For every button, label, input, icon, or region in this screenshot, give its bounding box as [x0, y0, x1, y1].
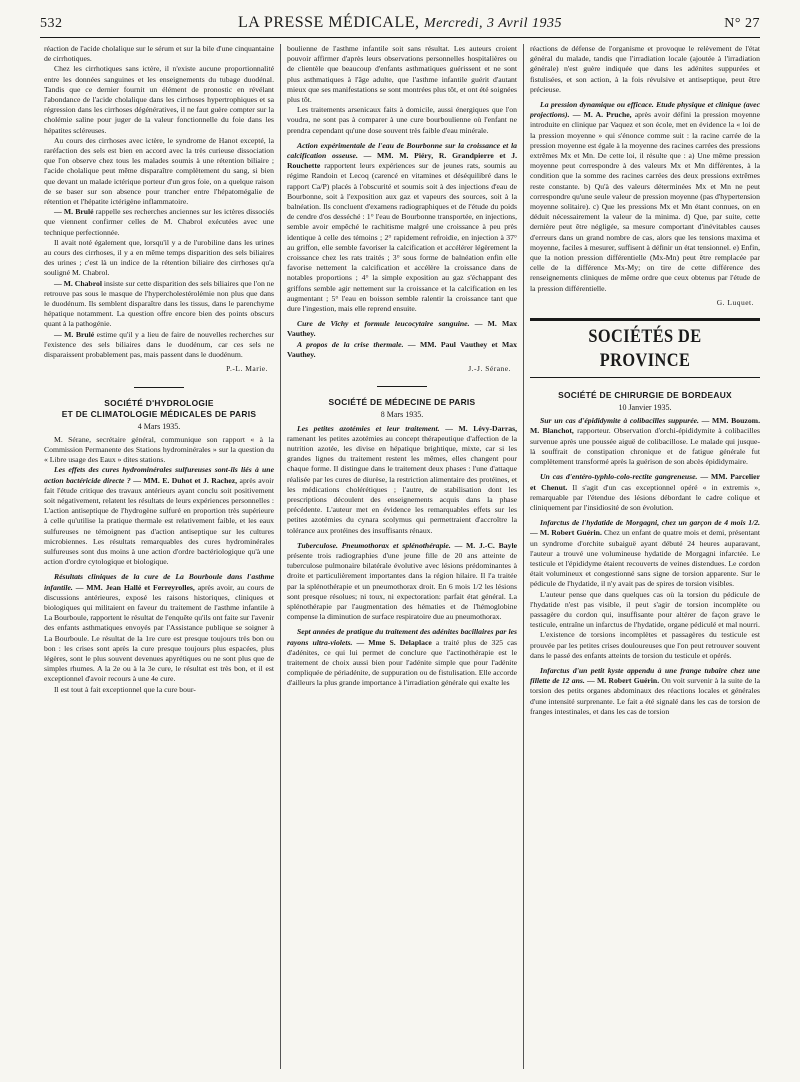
column-divider	[523, 44, 524, 1069]
article-authors: — M. Robert Guérin.	[530, 528, 602, 538]
section-rule	[134, 387, 184, 388]
section-date: 4 Mars 1935.	[137, 421, 181, 431]
article	[530, 472, 760, 513]
article-text: ramenant les petites azotémies au concept thérapeutique d'affection de la nutrition azotée, les divise en hépatique brightique, mixte, car si les grandes lignes du traitement restent les mêmes, elles changent pour chaque forme. Il distingue dans le traitement deux phases : l'une d'attaque réalisée par les cures de diurèse, la restriction alimentaire des protéines, et les médications cholérétiques ; l'autre, de stabilisation dont les prescriptions découlent des enseignements acquis dans la phase précédente. L'auteur met en évidence les remarquables effets sur les petites azotémies du cynara scolymus qui permettraient d'accroître la tolérance aux protéines des insuffisants rénaux.	[287, 433, 517, 535]
text: estime qu'il y a lieu de faire de nouvelles recherches sur l'existence des sels biliaires dans le duodénum, car ces sels ne disparaissent probablement pas, mais passent dans le duodénum.	[44, 329, 274, 360]
author: — M. Chabrol	[54, 278, 102, 288]
article-title: Cure de Vichy et formule leucocytaire sanguine.	[297, 319, 470, 329]
article-authors: — MM. Bouzom. M. Blanchot,	[530, 416, 760, 436]
article-title: Infarctus de l'hydatide de Morgagni, chez un garçon de 4 mois 1/2.	[540, 518, 760, 528]
paragraph	[44, 207, 274, 238]
article-title: Action expérimentale de l'eau de Bourbonne sur la croissance et la calcification osseuse.	[287, 140, 517, 161]
article-authors: — Mme S. Delaplace	[352, 637, 432, 647]
article-text: On voit survenir à la suite de la torsion des petits organes abdominaux des réactions locales et générales d'une intensité surprenante. Le fait a été signalé dans les cas de torsion de franges intestinales, et dans les cas de torsion	[530, 676, 760, 716]
article	[530, 518, 760, 589]
journal-name: LA PRESSE MÉDICALE,	[237, 14, 420, 31]
paragraph	[44, 435, 274, 466]
banner-title: SOCIÉTÉS DE PROVINCE	[588, 326, 702, 372]
article-title: La pression dynamique ou efficace. Etude physique et clinique (avec projections).	[530, 100, 760, 120]
section-heading: SOCIÉTÉ D'HYDROLOGIE	[104, 397, 214, 408]
author: — M. Brulé	[54, 207, 94, 217]
column-divider	[280, 44, 281, 1069]
article-title: Les effets des cures hydrominérales sulfureuses sont-ils liés à une action bactéricide directe ?	[44, 465, 274, 485]
section-date: 8 Mars 1935.	[380, 410, 424, 420]
section-rule	[377, 386, 427, 387]
article-authors: — M. A. Pruche,	[569, 110, 632, 120]
article-text: rapporteur. Observation d'orchi-épididymite à colibacilles survenue après une poussée aiguë de colibacillose. Le malade qui jusque-là souffrait de constipation chronique et de fatigue générale fut complètement transformé après la guérison de son abcès épididymaire.	[530, 426, 760, 467]
signature: G. Luquet.	[716, 297, 754, 307]
paragraph: réactions de défense de l'organisme et provoque le relèvement de l'état général du malade, tandis que l'irradiation locale (ajoutée à l'irradiation générale) n'est guère indiquée que dans les adénites suppurées et fistulisées, et son action, à la fois révulsive et antiseptique, peut être précieuse.	[530, 44, 760, 94]
paragraph: réaction de l'acide cholalique sur le sérum et sur la bile d'une cinquantaine de cirrhotiques.	[44, 44, 274, 64]
article-title: Les petites azotémies et leur traitement.	[297, 423, 440, 433]
article-authors: — M. Max Vauthey.	[287, 319, 517, 339]
section-heading: SOCIÉTÉ DE MÉDECINE DE PARIS	[328, 397, 476, 408]
column-right	[530, 44, 760, 1069]
paragraph: Il avait noté également que, lorsqu'il y a de l'urobiline dans les urines au cours des cirrhoses, il y a en même temps disparition des sels biliaires des urines ; c'est là un indice de la rétention biliaire des cirrhoses qu'a souligné M. Chabrol.	[44, 237, 274, 278]
article-title: A propos de la crise thermale.	[297, 339, 404, 349]
paragraph: boulienne de l'asthme infantile soit sans résultat. Les auteurs croient pouvoir affirmer d'après leurs observations personnelles hospitalières ou de clientèle que beaucoup d'enfants asthmatiques guérissent et ne sont plus asthmatiques à l'âge adulte, que l'asthme infantile guérit d'autant mieux que ses manifestations se sont montrées plus tôt, et ont été soignées plus tôt.	[287, 44, 517, 105]
paragraph: L'existence de torsions incomplètes et passagères du testicule est prouvée par les petites crises douloureuses que l'on peut retrouver souvent dans le passé des enfants atteints de torsion du testicule et opérés.	[530, 630, 760, 660]
article-authors: — MM. M. Piéry, R. Grandpierre et J. Rouchette	[287, 151, 517, 171]
signature: J.-J. Sérane.	[468, 364, 511, 374]
article	[287, 627, 517, 688]
article	[44, 572, 274, 684]
article	[44, 465, 274, 567]
paragraph: Au cours des cirrhoses avec ictère, le syndrome de Hanot excepté, la raréfaction des sels est bien en accord avec la très curieuse dissociation que l'on observe chez tous les malades soumis à une rétention biliaire ; l'acide cholalique peut même disparaître complètement du sang, si bien que devant un malade ictérique porteur d'un gros foie, on a quelque raison de se baser sur son absence pour trancher entre l'hépatomégalie de rétention et l'hépatite ictérigène inflammatoire.	[44, 135, 274, 207]
article	[287, 141, 517, 314]
article-title: Sur un cas d'épididymite à colibacilles suppurée.	[540, 416, 699, 426]
issue-number: N° 27	[724, 16, 760, 31]
article-title: Résultats cliniques de la cure de La Bourboule dans l'asthme infantile.	[44, 572, 274, 592]
article	[287, 340, 517, 360]
paragraph: L'auteur pense que dans quelques cas où la torsion du pédicule de l'hydatide n'est pas visible, il peut s'agir de torsion incomplète ou passagère du cordon qui, insuffisante pour altérer de façon grave le testicule, entraîne un infarctus de l'hydatide, organe pédiculé et mal nourri.	[530, 589, 760, 630]
banner-rule	[530, 377, 760, 378]
page-header	[40, 14, 760, 36]
column-left	[44, 44, 274, 1069]
article-authors: — MM. E. Duhot et J. Rachez,	[130, 475, 238, 485]
author: — M. Brulé	[54, 329, 95, 339]
article-text: présente trois radiographies d'une jeune fille de 20 ans atteinte de tuberculose pulmonaire bilatérale évolutive avec lésions prédominantes à droite et particulièrement importantes dans la région hilaire. Il l'a traitée par la splénothérapie et un pneumothorax droit. En 6 mois 1/2 les lésions sont presque résolues; ni toux, ni expectoration: parfait état général. La splénothérapie par l'augmentation des hématies et de l'hémoglobine compense la diminution de surface respiratoire due au pneumothorax.	[287, 550, 517, 622]
text: , secrétaire général, communique son rapport « à la Commission Permanente des Stations hydrominérales » sur la question du « Libre usage des Eaux » dites stations.	[44, 434, 274, 465]
article	[287, 424, 517, 536]
banner-rule	[530, 318, 760, 321]
text: insiste sur cette disparition des sels biliaires que l'on ne retrouve pas sous le masque de l'hypercholestérolémie non plus que dans le duodénum. Ils semblent disparaître dans les tissus, dans le parenchyme hépatique notamment. La question offre encore bien des points obscurs quant à la pathogénie.	[44, 278, 274, 329]
paragraph	[44, 330, 274, 361]
author: M. Sérane	[54, 434, 90, 444]
article-title: Infarctus d'un petit kyste appendu à une frange tubaire chez une fillette de 12 ans.	[530, 665, 760, 686]
article-title: Sept années de pratique du traitement des adénites bacillaires par les rayons ultra-violets.	[287, 627, 517, 647]
article-authors: — M. Lévy-Darras,	[439, 423, 517, 433]
article-text: après avoir, au cours de discussions antérieures, exposé les raisons historiques, cliniques et biologiques qui militaient en faveur du traitement de l'asthme infantile à La Bourboule, rapportent le résultat de l'enquête qu'ils ont faite sur l'avenir des enfants asthmatiques envoyés par l'Assistance publique se soigner à La Bourboule. Le résultat de la 1re cure est presque toujours très bon ou bon : les crises sont après la cure presque toujours plus espacées, plus légères, sont le plus souvent devenues apyrétiques ou ne sont plus que de simples rhumes. A la 2e ou à la 3e cure, le résultat est très bon, et il est exceptionnel d'avoir recours à une 4e cure.	[44, 582, 274, 684]
article	[287, 541, 517, 623]
article-authors: — MM. Jean Hallé et Ferreyrolles,	[72, 582, 195, 592]
page-number: 532	[40, 16, 63, 31]
article-text: Chez un enfant de quatre mois et demi, présentant un syndrome d'orchite subaiguë ayant débuté 24 heures auparavant, l'auteur a trouvé une volumineuse hydatide de Morgagni infarctée. Le testicule et l'épididyme étaient recouverts de veines distendues. Le cordon était volumineux et congestionné sans signe de torsion apparente. Sur le pédicule de l'hydatide, il n'y avait pas de spires de torsion visibles.	[530, 528, 760, 589]
issue-date: Mercredi, 3 Avril 1935	[423, 16, 563, 31]
header-rule	[40, 37, 760, 38]
article	[530, 666, 760, 717]
section-heading: SOCIÉTÉ DE CHIRURGIE DE BORDEAUX	[558, 390, 732, 401]
paragraph: Les traitements arsenicaux faits à domicile, aussi énergiques que l'on voudra, ne sont pas à comparer à une cure bourboulienne où l'enfant ne prendra cependant qu'une dose souvent très faible d'eau minérale.	[287, 105, 517, 135]
article-authors: — MM. Paul Vauthey et Max Vauthey.	[287, 339, 517, 359]
article	[530, 100, 760, 294]
article-authors: — MM. Parcelier et Chenut.	[530, 472, 760, 492]
article-text: Il s'agit d'un cas exceptionnel opéré « in extremis », remarquable par l'étendue des lésions débordant le cadre colique et cliniquement par l'insidiosité de son évolution.	[530, 482, 760, 512]
journal-title	[40, 14, 760, 32]
article-text: rapportent leurs expériences sur de jeunes rats, soumis au régime Randoin et Lecoq (carencé en vitamines et déséquilibré dans le rapport Ca/P) placés à l'obscurité et soumis soit à des injections d'eau de Bourbonne, soit à l'exposition aux gaz et vapeurs des sources, soit à la balnéation. Ils concluent d'examens radiographiques et de l'étude du poids de cendre d'os desséché : 1° l'eau de Bourbonne transportée, en injections, semble avoir empêché le rachitisme malgré une croissance à peu près identique à celle des témoins ; 2° rapidement refroidie, en injection à 37° au griffon, elle semble favoriser la calcification et accélérer légèrement la croissance chez les rats traités ; 3° sous forme de balnéation enfin elle favorise nettement la calcification et accélère la croissance dans de notables proportions ; 4° la simple exposition au gaz s'échappant des griffons semble agir nettement sur la croissance et la calcification en les augmentant ; 5° l'eau en boisson semble ralentir la croissance tant que dure l'ingestion, mais elle reprend ensuite.	[287, 161, 517, 314]
paragraph	[44, 279, 274, 330]
article-authors: — M. J.-C. Bayle	[450, 540, 517, 550]
paragraph: Il est tout à fait exceptionnel que la cure bour-	[54, 684, 196, 694]
article-text: après avoir fait l'étude critique des travaux antérieurs ayant conclu soit positivement soit négativement, relatent les résultats de leurs expériences personnelles : L'action antiseptique de l'hydrogène sulfuré en proportion très supérieure à celle qu'utilise la pratique thermale est relativement faible, et les eaux sulfureuses ne témoignent pas d'action antiseptique sur les cultures microbiennes. Les résultats remarquables des cures hydrominérales sulfureuses sont dus moins à une action d'ordre bactériologique qu'à une action d'ordre cytologique et biologique.	[44, 475, 274, 567]
article-text: après avoir défini la pression moyenne introduite en clinique par Vaquez et son école, met en évidence la « loi de la pression moyenne » qui s'énonce comme suit : la racine carrée de la pression moyenne est égale à la moyenne des racines carrées des pressions extrêmes Mx et Mn. De cette loi, il résulte que : a) Une même pression moyenne peut correspondre à des valeurs Mx et Mn différentes, à la condition que la somme des racines carrées des deux pressions extrêmes reste constante. b) Qu'à des valeurs déterminées Mx et Mn ne peut correspondre qu'une seule valeur de pression moyenne (pas d'hypertension moyenne solitaire). c) Que les pressions Mx et Mn étant connues, on en déduit nécessairement la valeur de la minima. d) Que, par suite, cette dernière peut être négligée, sa mesure comportant d'inévitables causes d'erreurs dans un grand nombre de cas, alors que les tensions maxima et moyenne, faciles à mesurer, suffisent à définir un état tensionnel. e) Enfin, que la notion pression différentielle (Mx-Mn) peut être remplacée par celle de la différence Mx-My; on tire de cette différence des renseignements cliniques de même ordre que ceux obtenus par l'étude de la pression différentielle.	[530, 110, 760, 293]
section-date: 10 Janvier 1935.	[618, 403, 672, 413]
text: rappelle ses recherches anciennes sur les ictères dissociés que viennent confirmer celles de M. Chabrol exécutées avec une technique perfectionnée.	[44, 207, 274, 237]
article-title: Un cas d'entéro-typhlo-colo-rectite gangreneuse.	[540, 472, 698, 482]
article-authors: — M. Robert Guérin.	[584, 676, 660, 686]
column-middle	[287, 44, 517, 1069]
article	[530, 416, 760, 467]
paragraph: Chez les cirrhotiques sans ictère, il n'existe aucune proportionnalité entre les données sanguines et les enseignements du tubage duodénal. Tandis que ce dernier fournit un élément de pronostic en révélant l'abondance de l'acide cholalique dans les cirrhoses hypertrophiques et sa régression dans les cirrhoses dégénératives, il ne faut guère compter sur la cholémie saline pour juger de la valeur fonctionnelle du foie dans les hépatites scléreuses.	[44, 64, 274, 135]
section-heading: ET DE CLIMATOLOGIE MÉDICALES DE PARIS	[61, 408, 257, 419]
article-title: Tuberculose. Pneumothorax et splénothérapie.	[297, 540, 451, 550]
article	[287, 319, 517, 339]
signature: P.-L. Marie.	[226, 364, 268, 374]
article-text: a traité plus de 325 cas d'adénites, ce qui lui permet de conclure que l'actinothérapie est le traitement de choix aussi bien pour l'adénite simple que pour l'adénite compliquée de périadénite, de suppuration ou de fistulisation. Elle accorde d'ailleurs la plus grande importance à l'irradiation générale qui exalte les	[287, 637, 517, 688]
